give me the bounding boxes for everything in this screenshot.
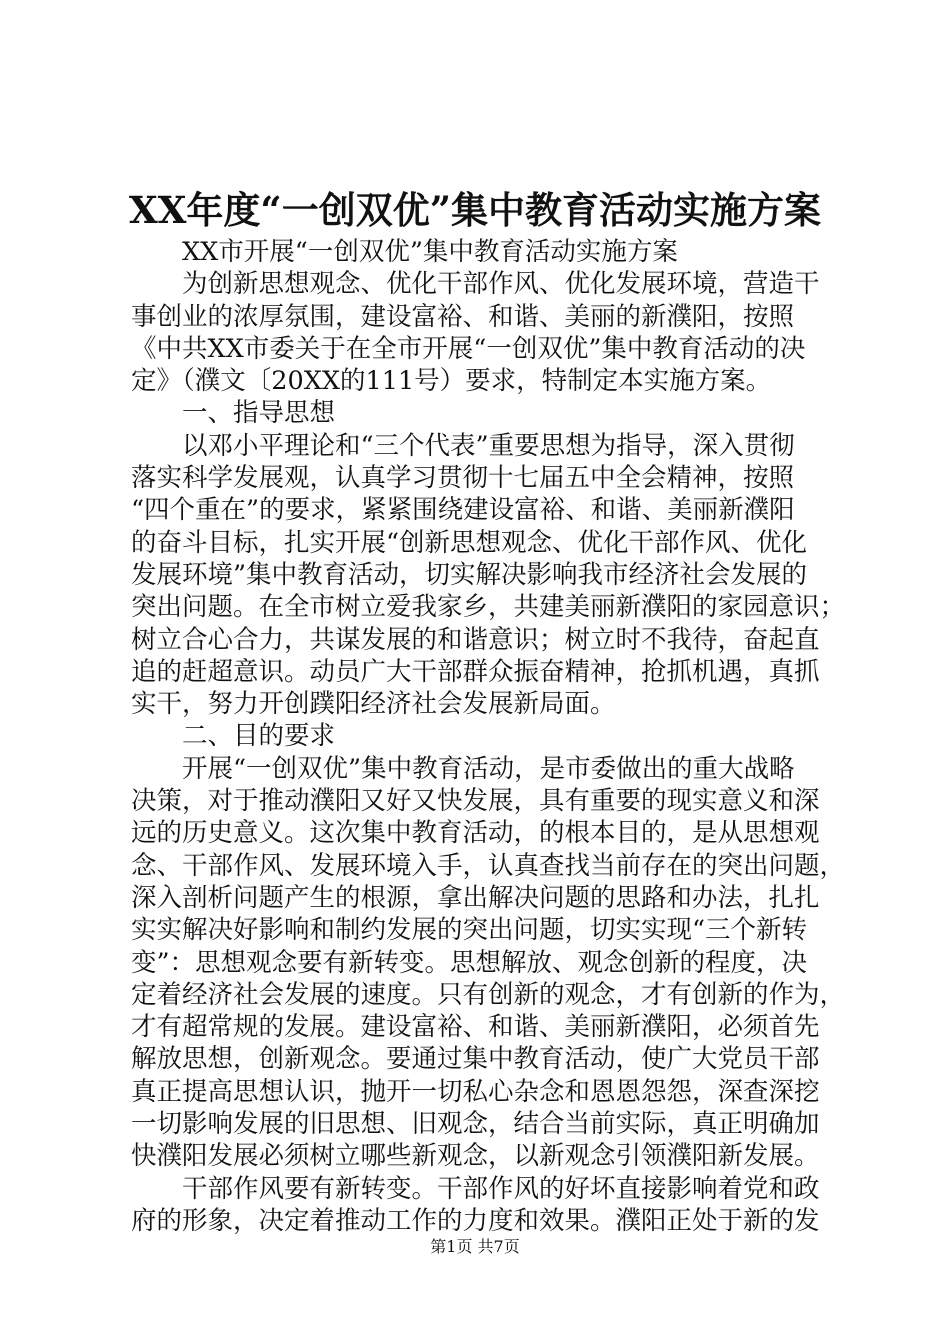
body-line: 真正提高思想认识，抛开一切私心杂念和恩恩怨怨，深查深挖 <box>131 1076 820 1107</box>
body-line: 树立合心合力，共谋发展的和谐意识；树立时不我待，奋起直 <box>131 624 820 655</box>
body-line: 府的形象，决定着推动工作的力度和效果。濮阳正处于新的发 <box>131 1205 820 1236</box>
body-line: 实实解决好影响和制约发展的突出问题，切实实现“三个新转 <box>131 915 808 946</box>
body-line: 《中共XX市委关于在全市开展“一创双优”集中教育活动的决 <box>131 333 806 364</box>
body-line: 追的赶超意识。动员广大干部群众振奋精神，抢抓机遇，真抓 <box>131 656 820 687</box>
body-line: 实干，努力开创蹼阳经济社会发展新局面。 <box>131 689 616 720</box>
body-line: 一切影响发展的旧思想、旧观念，结合当前实际，真正明确加 <box>131 1109 820 1140</box>
document-title: XX年度“一创双优”集中教育活动实施方案 <box>129 188 821 232</box>
body-line: 解放思想，创新观念。要通过集中教育活动，使广大党员干部 <box>131 1044 820 1075</box>
body-line: 落实科学发展观，认真学习贯彻十七届五中全会精神，按照 <box>131 463 795 494</box>
body-line: 定》（濮文〔20XX的111号）要求，特制定本实施方案。 <box>131 366 772 397</box>
body-line: 远的历史意义。这次集中教育活动，的根本目的，是从思想观 <box>131 818 820 849</box>
body-line: 以邓小平理论和“三个代表”重要思想为指导，深入贯彻 <box>131 430 795 461</box>
body-line: XX市开展“一创双优”集中教育活动实施方案 <box>131 237 678 267</box>
body-line: 开展“一创双优”集中教育活动，是市委做出的重大战略 <box>131 753 795 784</box>
body-line: 的奋斗目标，扎实开展“创新思想观念、优化干部作风、优化 <box>131 527 808 558</box>
body-line: 定着经济社会发展的速度。只有创新的观念，才有创新的作为， <box>131 979 846 1010</box>
section-heading: 二、目的要求 <box>131 721 336 752</box>
body-line: 事创业的浓厚氛围，建设富裕、和谐、美丽的新濮阳，按照 <box>131 301 795 332</box>
body-line: 突出问题。在全市树立爱我家乡，共建美丽新濮阳的家园意识； <box>131 592 846 623</box>
body-line: “四个重在”的要求，紧紧围绕建设富裕、和谐、美丽新濮阳 <box>131 495 795 526</box>
body-line: 发展环境”集中教育活动，切实解决影响我市经济社会发展的 <box>131 559 808 590</box>
body-line: 干部作风要有新转变。干部作风的好坏直接影响着党和政 <box>131 1173 820 1204</box>
page-footer: 第1页 共7页 <box>430 1237 520 1256</box>
body-line: 念、干部作风、发展环境入手，认真查找当前存在的突出问题， <box>131 850 846 881</box>
document-body <box>131 236 846 1237</box>
section-heading: 一、指导思想 <box>131 398 336 429</box>
body-line: 变”：思想观念要有新转变。思想解放、观念创新的程度，决 <box>131 947 808 978</box>
body-line: 快濮阳发展必须树立哪些新观念，以新观念引领濮阳新发展。 <box>131 1141 820 1172</box>
body-line: 深入剖析问题产生的根源，拿出解决问题的思路和办法，扎扎 <box>131 882 820 913</box>
body-line: 决策，对于推动濮阳又好又快发展，具有重要的现实意义和深 <box>131 786 820 817</box>
body-line: 为创新思想观念、优化干部作风、优化发展环境，营造干 <box>131 269 820 300</box>
body-line: 才有超常规的发展。建设富裕、和谐、美丽新濮阳，必须首先 <box>131 1012 820 1043</box>
